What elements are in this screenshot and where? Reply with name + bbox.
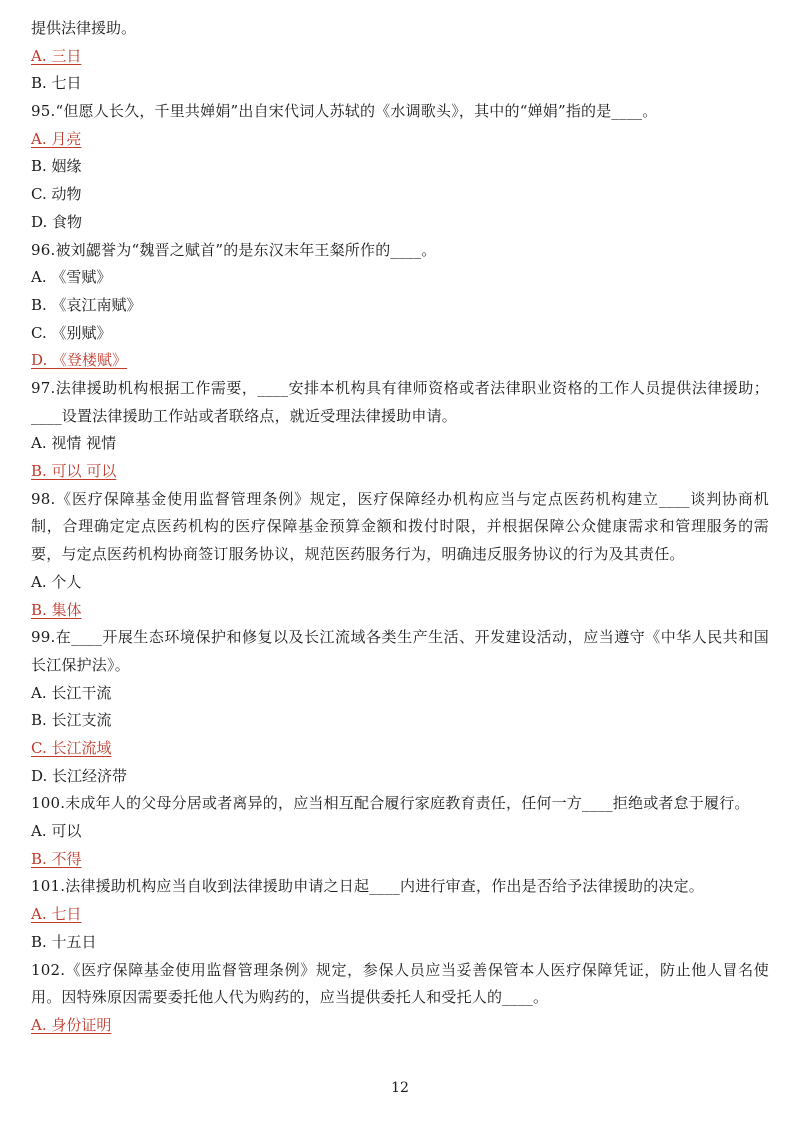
question-text: 102.《医疗保障基金使用监督管理条例》规定，参保人员应当妥善保管本人医疗保障凭证，防止他人冒名使用。因特殊原因需要委托他人代为购药的，应当提供委托人和受托人的____。	[31, 960, 769, 1007]
option-label: A. 长江干流	[31, 683, 112, 702]
answer-option	[31, 264, 769, 292]
answer-option	[31, 680, 769, 708]
answer-option-correct	[31, 458, 769, 486]
answer-option	[31, 929, 769, 957]
answer-option	[31, 430, 769, 458]
option-label: A. 身份证明	[31, 1015, 112, 1034]
page-number: 12	[391, 1080, 409, 1096]
option-label: B. 七日	[31, 74, 82, 93]
option-label: C. 《别赋》	[31, 323, 112, 342]
question-text: 99.在____开展生态环境保护和修复以及长江流域各类生产生活、开发建设活动，应当遵守《中华人民共和国长江保护法》。	[31, 628, 769, 674]
question-text: 95.“但愿人长久，千里共婵娟”出自宋代词人苏轼的《水调歌头》，其中的“婵娟”指的是____。	[31, 102, 658, 121]
answer-option-correct	[31, 597, 769, 625]
option-label: B. 《哀江南赋》	[31, 295, 142, 314]
answer-option	[31, 292, 769, 320]
answer-option	[31, 181, 769, 209]
option-label: D. 《登楼赋》	[31, 351, 128, 370]
option-label: C. 长江流域	[31, 739, 112, 758]
answer-option	[31, 818, 769, 846]
option-label: B. 可以 可以	[31, 462, 117, 481]
question-list	[31, 15, 769, 1040]
answer-option	[31, 209, 769, 237]
answer-option	[31, 707, 769, 735]
option-label: A. 《雪赋》	[31, 268, 112, 287]
answer-option	[31, 320, 769, 348]
continuation-text: 提供法律援助。	[31, 19, 137, 37]
option-label: B. 姻缘	[31, 157, 82, 176]
answer-option	[31, 70, 769, 98]
answer-option-correct	[31, 1012, 769, 1040]
answer-option-correct	[31, 901, 769, 929]
option-label: D. 长江经济带	[31, 766, 128, 785]
question-text: 101.法律援助机构应当自收到法律援助申请之日起____内进行审查，作出是否给予法律援助的决定。	[31, 877, 705, 896]
option-label: A. 视情 视情	[31, 434, 117, 453]
option-label: C. 动物	[31, 185, 82, 204]
question-text: 98.《医疗保障基金使用监督管理条例》规定，医疗保障经办机构应当与定点医药机构建立____谈判协商机制，合理确定定点医药机构的医疗保障基金预算金额和拨付时限，并根据保障公众健康需求和管理服务的需要，与定点医药机构协商签订服务协议，规范医药服务行为，明确违反服务协议的行为及其责任。	[31, 489, 769, 564]
question-text: 100.未成年人的父母分居或者离异的，应当相互配合履行家庭教育责任，任何一方____拒绝或者怠于履行。	[31, 794, 750, 813]
option-label: B. 十五日	[31, 932, 97, 951]
answer-option-correct	[31, 846, 769, 874]
question-text: 96.被刘勰誉为“魏晋之赋首”的是东汉末年王粲所作的____。	[31, 240, 437, 259]
option-label: A. 月亮	[31, 129, 82, 148]
answer-option	[31, 569, 769, 597]
option-label: A. 七日	[31, 905, 82, 924]
option-label: B. 集体	[31, 600, 82, 619]
answer-option-correct	[31, 735, 769, 763]
answer-option-correct	[31, 126, 769, 154]
option-label: B. 不得	[31, 849, 82, 868]
option-label: D. 食物	[31, 212, 83, 231]
option-label: A. 可以	[31, 822, 82, 841]
answer-option-correct	[31, 347, 769, 375]
answer-option	[31, 763, 769, 791]
option-label: A. 三日	[31, 46, 82, 65]
answer-option	[31, 153, 769, 181]
answer-option-correct	[31, 43, 769, 71]
question-text: 97.法律援助机构根据工作需要，____安排本机构具有律师资格或者法律职业资格的工作人员提供法律援助；____设置法律援助工作站或者联络点，就近受理法律援助申请。	[31, 378, 769, 425]
option-label: A. 个人	[31, 572, 82, 591]
option-label: B. 长江支流	[31, 711, 112, 730]
